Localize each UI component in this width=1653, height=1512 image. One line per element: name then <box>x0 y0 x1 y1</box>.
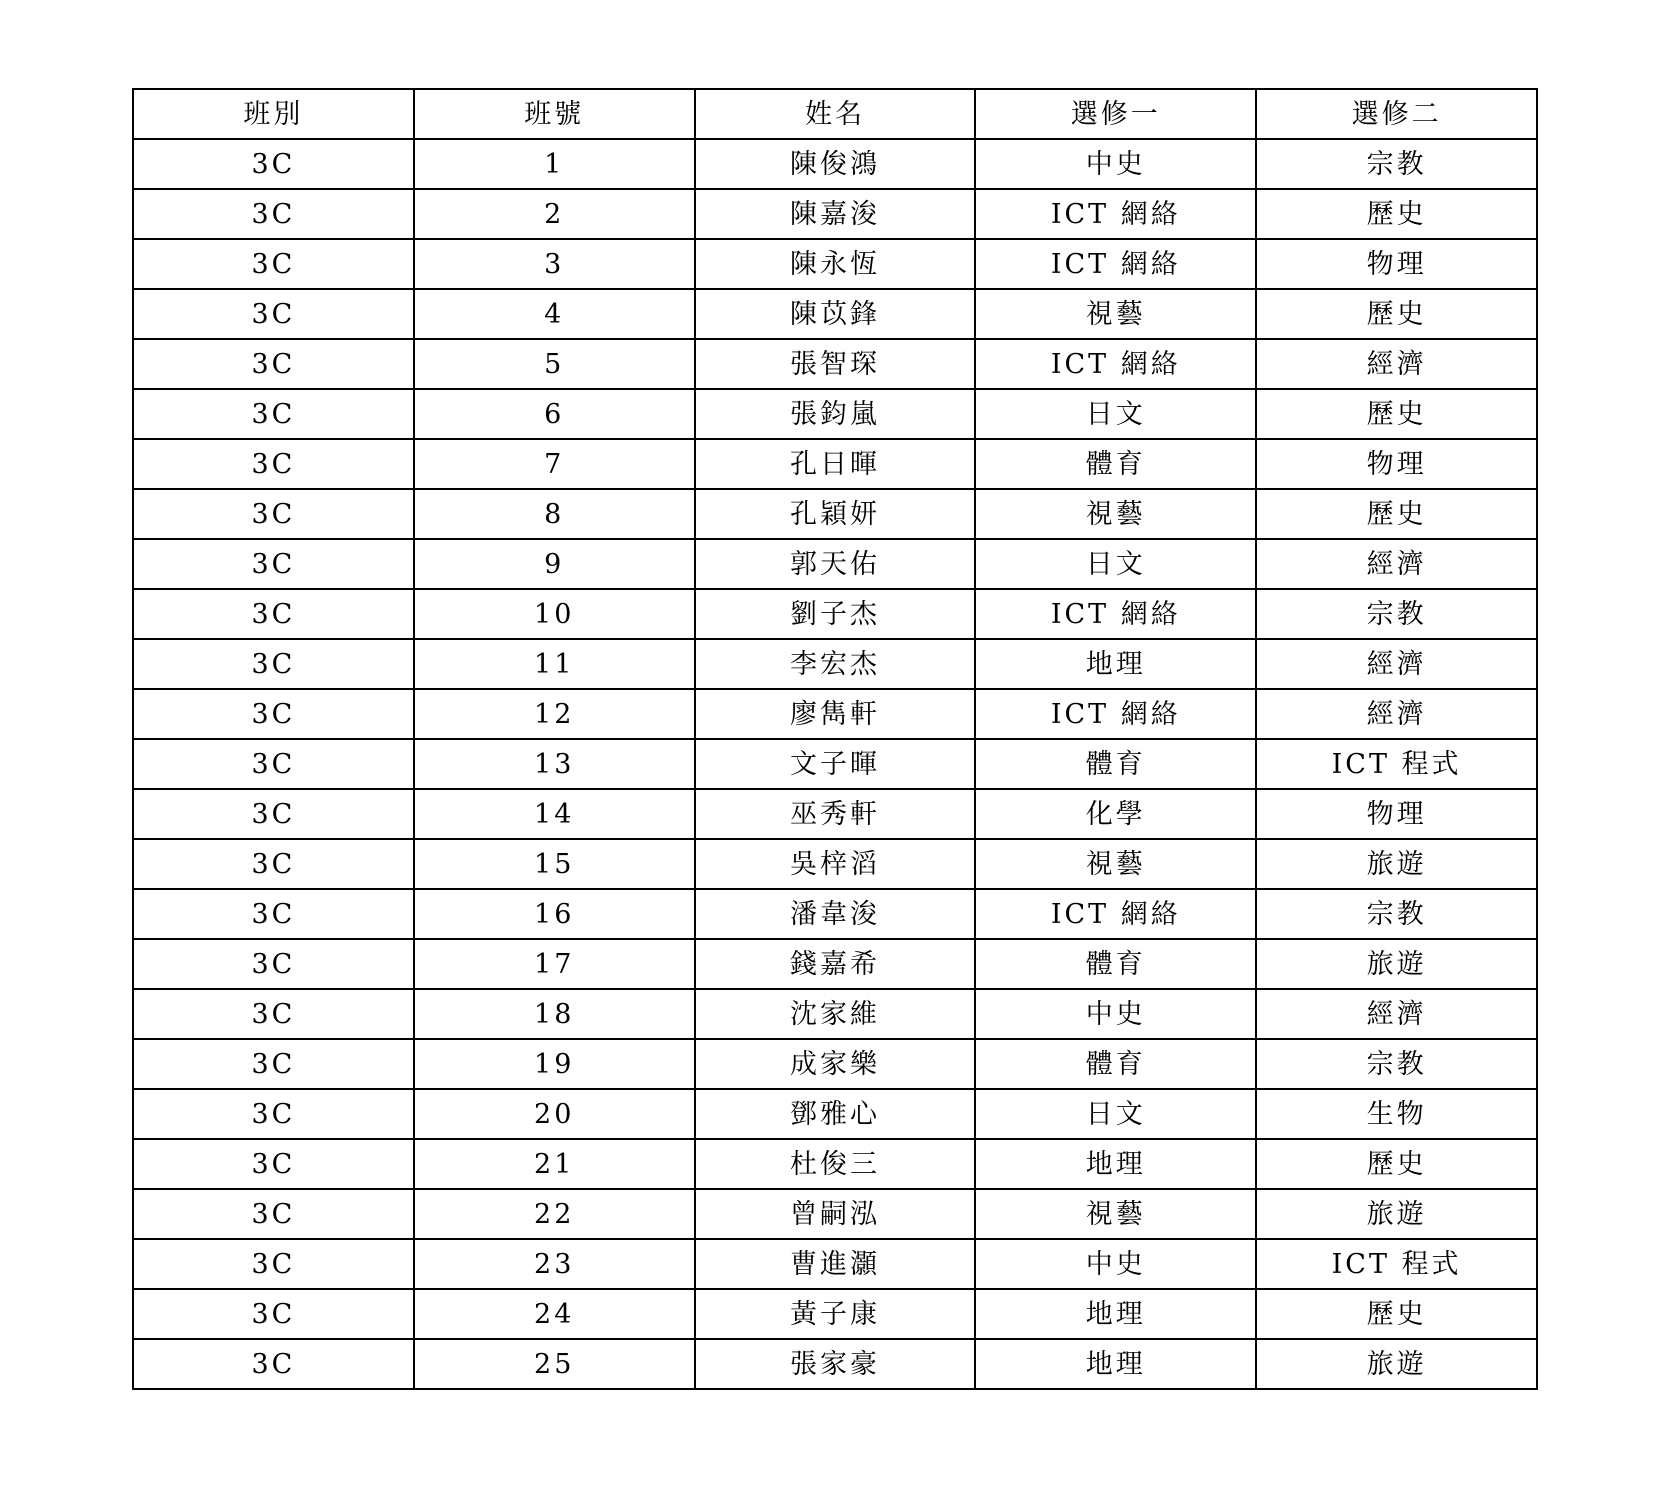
cell-student-name: 張智琛 <box>695 339 976 389</box>
cell-elective-2: 物理 <box>1256 239 1537 289</box>
cell-elective-1: ICT 網絡 <box>975 589 1256 639</box>
cell-elective-2: 旅遊 <box>1256 939 1537 989</box>
table-row <box>133 939 1537 989</box>
cell-class-number: 10 <box>414 589 695 639</box>
table-row <box>133 289 1537 339</box>
cell-student-name: 陳永恆 <box>695 239 976 289</box>
cell-class: 3C <box>133 239 414 289</box>
cell-class: 3C <box>133 889 414 939</box>
cell-elective-2: 歷史 <box>1256 1289 1537 1339</box>
cell-elective-2: 經濟 <box>1256 639 1537 689</box>
cell-class-number: 7 <box>414 439 695 489</box>
cell-class: 3C <box>133 839 414 889</box>
cell-class-number: 8 <box>414 489 695 539</box>
cell-class: 3C <box>133 189 414 239</box>
cell-class: 3C <box>133 789 414 839</box>
cell-elective-1: 體育 <box>975 1039 1256 1089</box>
cell-student-name: 陳俊鴻 <box>695 139 976 189</box>
cell-class: 3C <box>133 539 414 589</box>
cell-elective-2: 生物 <box>1256 1089 1537 1139</box>
cell-class: 3C <box>133 339 414 389</box>
cell-class-number: 3 <box>414 239 695 289</box>
cell-class-number: 11 <box>414 639 695 689</box>
cell-elective-1: ICT 網絡 <box>975 889 1256 939</box>
cell-elective-1: 體育 <box>975 739 1256 789</box>
cell-student-name: 孔日暉 <box>695 439 976 489</box>
cell-student-name: 陳嘉浚 <box>695 189 976 239</box>
cell-class-number: 16 <box>414 889 695 939</box>
table-row <box>133 1289 1537 1339</box>
table-row <box>133 439 1537 489</box>
cell-elective-2: 物理 <box>1256 439 1537 489</box>
header-name: 姓名 <box>695 89 976 139</box>
cell-elective-2: 旅遊 <box>1256 1339 1537 1389</box>
cell-student-name: 巫秀軒 <box>695 789 976 839</box>
cell-class-number: 19 <box>414 1039 695 1089</box>
cell-elective-1: 化學 <box>975 789 1256 839</box>
table-row <box>133 539 1537 589</box>
header-row <box>133 89 1537 139</box>
cell-class: 3C <box>133 739 414 789</box>
header-elective-1: 選修一 <box>975 89 1256 139</box>
table-row <box>133 1089 1537 1139</box>
cell-elective-2: 旅遊 <box>1256 1189 1537 1239</box>
cell-class: 3C <box>133 639 414 689</box>
cell-elective-1: 日文 <box>975 539 1256 589</box>
cell-class: 3C <box>133 439 414 489</box>
table-row <box>133 739 1537 789</box>
cell-student-name: 曹進灝 <box>695 1239 976 1289</box>
cell-elective-1: 地理 <box>975 1139 1256 1189</box>
cell-class: 3C <box>133 689 414 739</box>
cell-elective-1: ICT 網絡 <box>975 689 1256 739</box>
cell-student-name: 李宏杰 <box>695 639 976 689</box>
table-row <box>133 489 1537 539</box>
table-row <box>133 239 1537 289</box>
table-row <box>133 889 1537 939</box>
cell-student-name: 杜俊三 <box>695 1139 976 1189</box>
cell-class: 3C <box>133 939 414 989</box>
cell-class-number: 2 <box>414 189 695 239</box>
table-row <box>133 389 1537 439</box>
table-row <box>133 139 1537 189</box>
cell-elective-2: 旅遊 <box>1256 839 1537 889</box>
cell-elective-1: 視藝 <box>975 489 1256 539</box>
cell-elective-2: 歷史 <box>1256 1139 1537 1189</box>
cell-elective-2: 物理 <box>1256 789 1537 839</box>
cell-elective-2: ICT 程式 <box>1256 1239 1537 1289</box>
cell-elective-2: 宗教 <box>1256 589 1537 639</box>
cell-class-number: 13 <box>414 739 695 789</box>
table-row <box>133 1189 1537 1239</box>
cell-student-name: 郭天佑 <box>695 539 976 589</box>
cell-elective-1: 視藝 <box>975 839 1256 889</box>
cell-elective-1: 體育 <box>975 939 1256 989</box>
cell-class-number: 1 <box>414 139 695 189</box>
header-class: 班別 <box>133 89 414 139</box>
cell-class-number: 21 <box>414 1139 695 1189</box>
cell-class: 3C <box>133 1239 414 1289</box>
cell-class: 3C <box>133 989 414 1039</box>
cell-elective-1: 中史 <box>975 1239 1256 1289</box>
table-body <box>133 139 1537 1389</box>
cell-elective-1: 視藝 <box>975 289 1256 339</box>
cell-elective-2: ICT 程式 <box>1256 739 1537 789</box>
cell-elective-2: 經濟 <box>1256 989 1537 1039</box>
table-row <box>133 639 1537 689</box>
cell-student-name: 廖雋軒 <box>695 689 976 739</box>
cell-elective-2: 歷史 <box>1256 389 1537 439</box>
cell-elective-2: 歷史 <box>1256 289 1537 339</box>
cell-student-name: 黃子康 <box>695 1289 976 1339</box>
cell-student-name: 成家樂 <box>695 1039 976 1089</box>
table-row <box>133 1139 1537 1189</box>
cell-elective-2: 經濟 <box>1256 539 1537 589</box>
cell-elective-2: 經濟 <box>1256 689 1537 739</box>
cell-elective-1: 日文 <box>975 1089 1256 1139</box>
cell-class: 3C <box>133 1339 414 1389</box>
table-row <box>133 989 1537 1039</box>
cell-class: 3C <box>133 1139 414 1189</box>
cell-elective-2: 宗教 <box>1256 889 1537 939</box>
cell-elective-2: 經濟 <box>1256 339 1537 389</box>
cell-class-number: 24 <box>414 1289 695 1339</box>
cell-elective-1: 中史 <box>975 989 1256 1039</box>
cell-elective-2: 歷史 <box>1256 489 1537 539</box>
elective-table <box>132 88 1538 1390</box>
cell-student-name: 張鈞嵐 <box>695 389 976 439</box>
cell-student-name: 劉子杰 <box>695 589 976 639</box>
cell-elective-2: 宗教 <box>1256 139 1537 189</box>
cell-elective-1: 體育 <box>975 439 1256 489</box>
cell-class-number: 6 <box>414 389 695 439</box>
cell-student-name: 文子暉 <box>695 739 976 789</box>
cell-class: 3C <box>133 489 414 539</box>
cell-class-number: 18 <box>414 989 695 1039</box>
cell-elective-1: ICT 網絡 <box>975 239 1256 289</box>
cell-student-name: 沈家維 <box>695 989 976 1039</box>
cell-class: 3C <box>133 389 414 439</box>
table-row <box>133 789 1537 839</box>
table-row <box>133 1339 1537 1389</box>
cell-elective-1: 地理 <box>975 1289 1256 1339</box>
cell-class: 3C <box>133 1089 414 1139</box>
cell-student-name: 孔穎妍 <box>695 489 976 539</box>
cell-student-name: 陳苡鋒 <box>695 289 976 339</box>
table-row <box>133 589 1537 639</box>
cell-elective-1: 視藝 <box>975 1189 1256 1239</box>
cell-class: 3C <box>133 1289 414 1339</box>
cell-student-name: 吳梓滔 <box>695 839 976 889</box>
cell-elective-1: 地理 <box>975 1339 1256 1389</box>
cell-class: 3C <box>133 1189 414 1239</box>
cell-class: 3C <box>133 139 414 189</box>
cell-class-number: 22 <box>414 1189 695 1239</box>
cell-elective-1: 日文 <box>975 389 1256 439</box>
cell-class-number: 17 <box>414 939 695 989</box>
cell-class-number: 4 <box>414 289 695 339</box>
cell-class: 3C <box>133 589 414 639</box>
table-row <box>133 1239 1537 1289</box>
cell-elective-2: 歷史 <box>1256 189 1537 239</box>
cell-student-name: 張家豪 <box>695 1339 976 1389</box>
table-row <box>133 339 1537 389</box>
cell-student-name: 潘韋浚 <box>695 889 976 939</box>
cell-class-number: 23 <box>414 1239 695 1289</box>
cell-class-number: 14 <box>414 789 695 839</box>
table-row <box>133 189 1537 239</box>
cell-class: 3C <box>133 289 414 339</box>
cell-class: 3C <box>133 1039 414 1089</box>
cell-elective-1: ICT 網絡 <box>975 339 1256 389</box>
header-elective-2: 選修二 <box>1256 89 1537 139</box>
cell-class-number: 12 <box>414 689 695 739</box>
cell-class-number: 5 <box>414 339 695 389</box>
cell-class-number: 25 <box>414 1339 695 1389</box>
cell-class-number: 9 <box>414 539 695 589</box>
cell-elective-1: 中史 <box>975 139 1256 189</box>
cell-student-name: 鄧雅心 <box>695 1089 976 1139</box>
table-row <box>133 689 1537 739</box>
cell-elective-1: 地理 <box>975 639 1256 689</box>
table-row <box>133 1039 1537 1089</box>
cell-class-number: 20 <box>414 1089 695 1139</box>
cell-elective-2: 宗教 <box>1256 1039 1537 1089</box>
cell-student-name: 曾嗣泓 <box>695 1189 976 1239</box>
header-class-number: 班號 <box>414 89 695 139</box>
cell-class-number: 15 <box>414 839 695 889</box>
cell-student-name: 錢嘉希 <box>695 939 976 989</box>
table-row <box>133 839 1537 889</box>
cell-elective-1: ICT 網絡 <box>975 189 1256 239</box>
